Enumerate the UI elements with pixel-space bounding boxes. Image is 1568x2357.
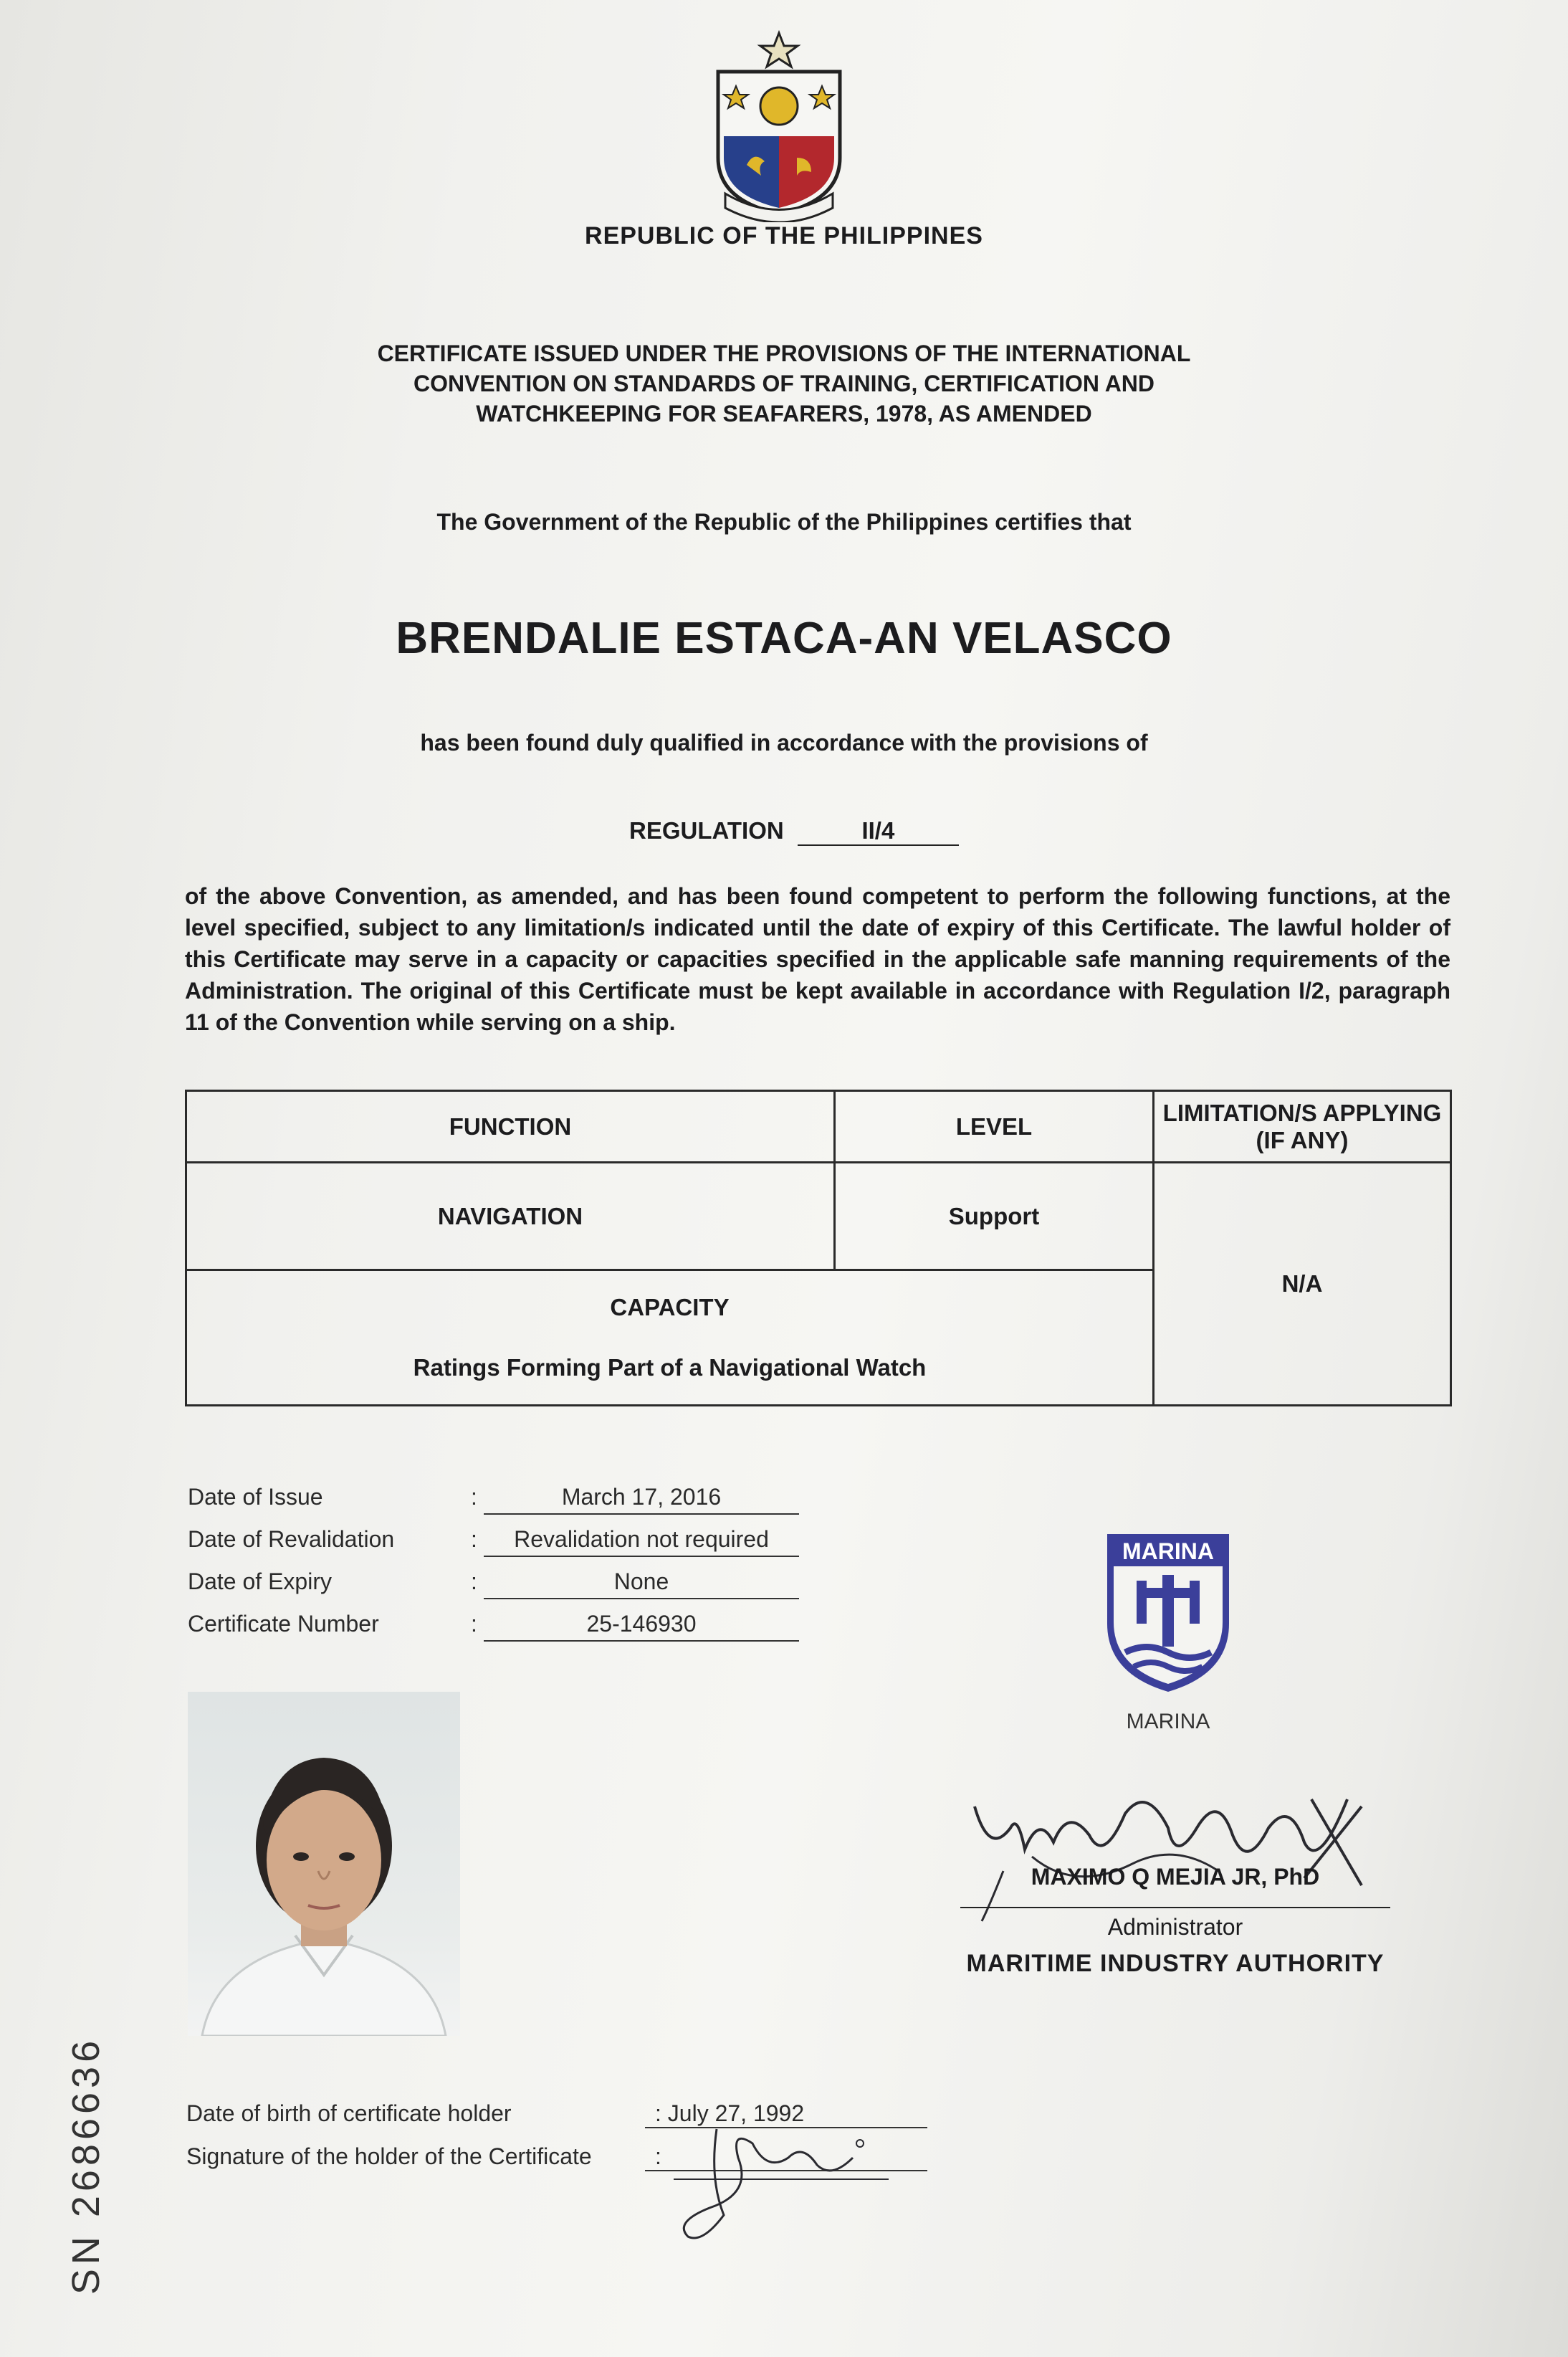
separator: : xyxy=(655,2143,661,2169)
regulation-label: REGULATION xyxy=(629,817,784,844)
limitations-cell: N/A xyxy=(1154,1163,1451,1406)
certificate-number-label: Certificate Number xyxy=(188,1611,379,1637)
convention-line: CONVENTION ON STANDARDS OF TRAINING, CERTIFICATION AND xyxy=(413,371,1155,396)
separator: : xyxy=(471,1526,477,1552)
separator: : xyxy=(655,2100,661,2126)
separator: : xyxy=(471,1611,477,1637)
agency-name: MARITIME INDUSTRY AUTHORITY xyxy=(966,1950,1385,1977)
marina-logo-text: MARINA xyxy=(1122,1538,1214,1564)
function-cell: NAVIGATION xyxy=(186,1163,835,1270)
regulation-line xyxy=(629,817,959,846)
dob-label: Date of birth of certificate holder xyxy=(186,2100,512,2126)
country-title: REPUBLIC OF THE PHILIPPINES xyxy=(585,222,983,249)
date-of-expiry-value: None xyxy=(484,1568,799,1599)
convention-heading xyxy=(0,338,1568,429)
coat-of-arms-seal xyxy=(704,29,854,222)
convention-line: CERTIFICATE ISSUED UNDER THE PROVISIONS OF THE INTERNATIONAL xyxy=(377,341,1191,366)
marina-caption: MARINA xyxy=(1126,1710,1210,1733)
government-statement: The Government of the Republic of the Philippines certifies that xyxy=(436,509,1132,535)
dob-date: July 27, 1992 xyxy=(667,2100,805,2126)
certificate-number-value: 25-146930 xyxy=(484,1611,799,1642)
holder-signature-label: Signature of the holder of the Certificate xyxy=(186,2143,592,2169)
official-name: MAXIMO Q MEJIA JR, PhD xyxy=(1031,1864,1320,1890)
holder-signature xyxy=(645,2115,903,2258)
holder-name: BRENDALIE ESTACA-AN VELASCO xyxy=(396,614,1172,663)
date-of-issue-value: March 17, 2016 xyxy=(484,1484,799,1515)
official-title: Administrator xyxy=(960,1907,1390,1941)
date-of-revalidation-label: Date of Revalidation xyxy=(188,1526,395,1552)
serial-number xyxy=(43,2007,129,2308)
capacity-label: CAPACITY xyxy=(610,1294,730,1320)
separator: : xyxy=(471,1568,477,1594)
date-of-expiry-label: Date of Expiry xyxy=(188,1568,332,1594)
regulation-value: II/4 xyxy=(798,817,959,846)
level-header: LEVEL xyxy=(835,1091,1154,1163)
capacity-cell xyxy=(186,1270,1154,1406)
competence-paragraph: of the above Convention, as amended, and has been found competent to perform the following functions, at the level specified, subject to any limitation/s indicated until the date of expiry of this Certificate. The lawful holder of this Certificate may serve in a capacity or capacities specified in the applicable safe manning requirements of the Administration. The original of this Certificate must be kept available in accordance with Regulation I/2, paragraph 11 of the Convention while serving on a ship. xyxy=(185,883,1450,1035)
date-of-revalidation-value: Revalidation not required xyxy=(484,1526,799,1557)
capacity-value: Ratings Forming Part of a Navigational Watch xyxy=(413,1354,927,1381)
qualified-statement: has been found duly qualified in accordance with the provisions of xyxy=(420,730,1148,756)
convention-line: WATCHKEEPING FOR SEAFARERS, 1978, AS AMENDED xyxy=(476,401,1092,427)
serial-number-text: SN 2686636 xyxy=(64,2036,107,2295)
function-header: FUNCTION xyxy=(186,1091,835,1163)
limitations-header: LIMITATION/S APPLYING (IF ANY) xyxy=(1154,1091,1451,1163)
level-cell: Support xyxy=(835,1163,1154,1270)
separator: : xyxy=(471,1484,477,1510)
holder-photo xyxy=(188,1692,460,2036)
function-table xyxy=(185,1090,1452,1406)
date-of-issue-label: Date of Issue xyxy=(188,1484,323,1510)
marina-logo xyxy=(1104,1530,1233,1695)
